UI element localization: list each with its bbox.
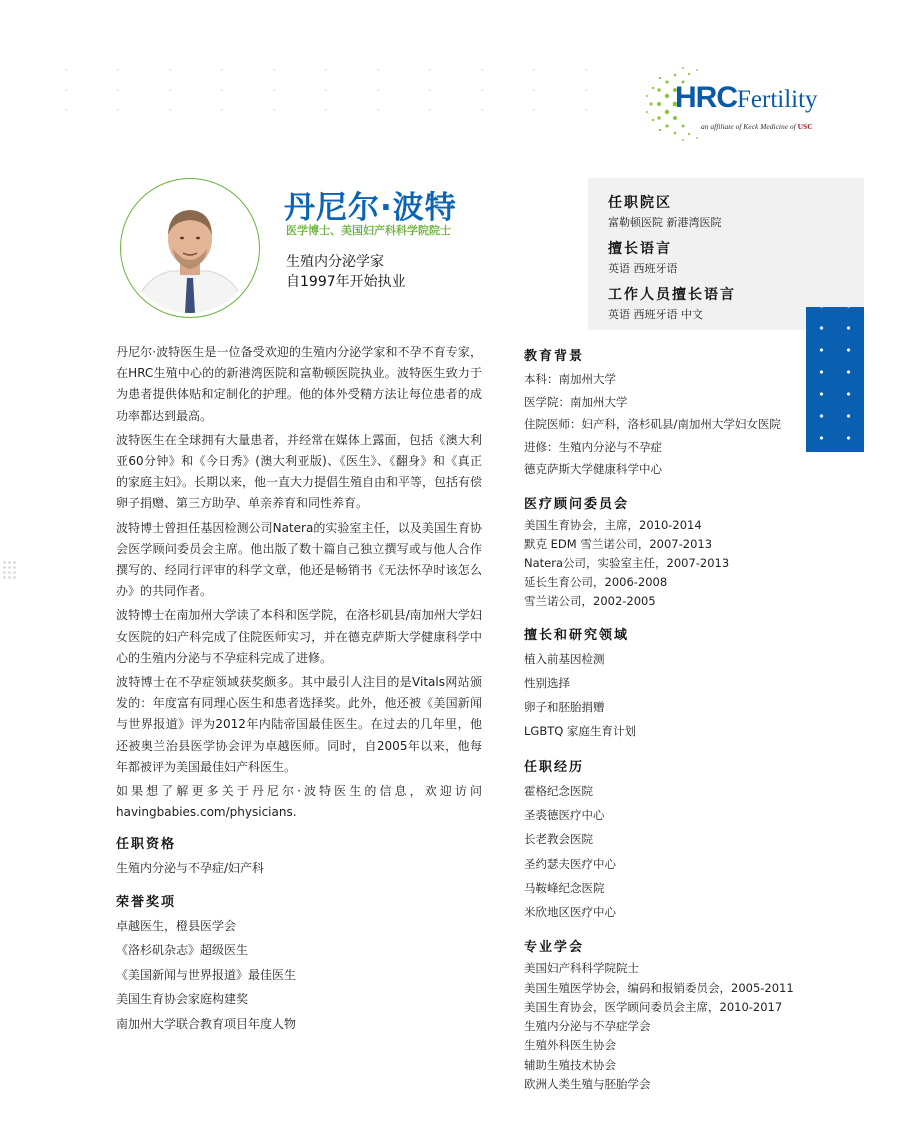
appointment-item: 霍格纪念医院	[524, 783, 593, 798]
decorative-dot-band	[40, 60, 620, 120]
society-item: 美国妇产科科学院院士	[524, 961, 639, 976]
honor-item: 南加州大学联合教育项目年度人物	[116, 1016, 297, 1031]
advisory-item: 默克 EDM 雪兰诺公司，2007-2013	[524, 536, 713, 551]
advisory-item: Natera公司，实验室主任，2007-2013	[524, 555, 730, 570]
education-heading: 教育背景	[524, 349, 585, 364]
bio-paragraph-website: 如果想了解更多关于丹尼尔·波特医生的信息，欢迎访问havingbabies.com/physicians.	[116, 784, 482, 820]
education-item: 医学院：南加州大学	[524, 394, 628, 409]
society-item: 辅助生殖技术协会	[524, 1057, 616, 1072]
research-item: 卵子和胚胎捐赠	[524, 700, 605, 715]
research-item: 植入前基因检测	[524, 651, 605, 666]
advisory-item: 延长生育公司，2006-2008	[524, 575, 668, 590]
honor-item: 《洛杉矶杂志》超级医生	[116, 943, 249, 958]
appointments-heading: 任职经历	[524, 759, 585, 775]
languages-value: 英语 西班牙语	[608, 262, 678, 275]
honor-item: 《美国新闻与世界报道》最佳医生	[116, 967, 297, 982]
society-item: 欧洲人类生殖与胚胎学会	[524, 1076, 651, 1091]
society-item: 美国生育协会，医学顾问委员会主席，2010-2017	[524, 999, 783, 1014]
staff-languages-heading: 工作人员擅长语言	[608, 287, 736, 303]
specialty-title: 生殖内分泌学家	[286, 254, 384, 270]
bio-paragraph: 丹尼尔·波特医生是一位备受欢迎的生殖内分泌学家和不孕不育专家，在HRC生殖中心的的新港湾医院和富勒顿医院执业。波特医生致力于为患者提供体贴和定制化的护理。他的体外受精方法让每位患者的成功率都达到最高。	[116, 345, 482, 423]
honor-item: 美国生育协会家庭构建奖	[116, 992, 249, 1007]
logo-brand-rest: Fertility	[737, 86, 818, 113]
appointment-item: 马鞍峰纪念医院	[524, 880, 605, 895]
honors-heading: 荣誉奖项	[116, 894, 177, 910]
languages-heading: 擅长语言	[608, 241, 672, 257]
right-column	[524, 343, 814, 1094]
logo-brand-bold: HRC	[675, 81, 737, 114]
honor-item: 卓越医生，橙县医学会	[116, 918, 237, 933]
societies-heading: 专业学会	[524, 940, 585, 956]
education-item: 德克萨斯大学健康科学中心	[524, 462, 662, 476]
staff-languages-value: 英语 西班牙语 中文	[608, 308, 703, 321]
society-item: 生殖外科医生协会	[524, 1038, 616, 1053]
bio-paragraph: 波特博士曾担任基因检测公司Natera的实验室主任，以及美国生育协会医学顾问委员会主席。他出版了数十篇自己独立撰写或与他人合作撰写的、经同行评审的科学文章，他还是畅销书《无法怀孕时该怎么办》的共同作者。	[116, 520, 482, 599]
doctor-portrait	[125, 183, 255, 313]
logo-tagline-usc: USC	[797, 122, 813, 131]
practice-locations-heading: 任职院区	[608, 195, 672, 211]
research-heading: 擅长和研究领域	[524, 627, 630, 643]
bio-paragraph: 波特博士在南加州大学读了本科和医学院，在洛杉矶县/南加州大学妇女医院的妇产科完成了住院医师实习，并在德克萨斯大学健康科学中心的生殖内分泌与不孕症科完成了进修。	[116, 608, 482, 665]
decorative-blue-dot-bar	[806, 307, 864, 452]
doctor-specialty	[286, 252, 406, 292]
research-item: 性别选择	[524, 675, 570, 690]
society-item: 生殖内分泌与不孕症学会	[524, 1019, 651, 1034]
logo-tagline	[701, 122, 813, 131]
qualification-item: 生殖内分泌与不孕症/妇产科	[116, 861, 265, 876]
logo-tagline-text: an affiliate of Keck Medicine of	[701, 122, 798, 131]
appointment-item: 圣裘德医疗中心	[524, 808, 605, 822]
left-column	[116, 342, 482, 1036]
appointment-item: 长老教会医院	[524, 832, 593, 847]
research-item: LGBTQ 家庭生育计划	[524, 724, 636, 739]
doctor-portrait-frame	[120, 178, 260, 318]
education-item: 本科：南加州大学	[524, 372, 616, 386]
logo-wordmark	[675, 83, 818, 113]
bio-paragraph: 波特博士在不孕症领域获奖颇多。其中最引人注目的是Vitals网站颁发的：年度富有同理心医生和患者选择奖。此外，他还被《美国新闻与世界报道》评为2012年内陆帝国最佳医生。在过去的几年里，他还被奥兰治县医学协会评为卓越医师。同时，自2005年以来，他每年都被评为美国最佳妇产科医生。	[116, 675, 482, 774]
appointment-item: 圣约瑟夫医疗中心	[524, 856, 616, 871]
advisory-item: 美国生育协会，主席，2010-2014	[524, 517, 702, 532]
bio-paragraph: 波特医生在全球拥有大量患者，并经常在媒体上露面，包括《澳大利亚60分钟》和《今日秀》(澳大利亚版)、《医生》、《翻身》和《真正的家庭主妇》。长期以来，他一直大力提倡生殖自由和平等，包括有偿卵子捐赠、第三方助孕、单亲养育和同性养育。	[116, 432, 483, 511]
education-item: 进修：生殖内分泌与不孕症	[524, 439, 662, 454]
qualifications-heading: 任职资格	[116, 837, 177, 853]
advisory-item: 雪兰诺公司，2002-2005	[524, 594, 656, 609]
doctor-name: 丹尼尔·波特	[284, 190, 457, 226]
practice-locations-value: 富勒顿医院 新港湾医院	[608, 216, 722, 229]
society-item: 美国生殖医学协会，编码和报销委员会，2005-2011	[524, 980, 794, 995]
decorative-side-dots	[2, 560, 16, 580]
hrc-fertility-logo[interactable]	[645, 66, 820, 142]
advisory-heading: 医疗顾问委员会	[524, 496, 630, 512]
education-item: 住院医师：妇产科，洛杉矶县/南加州大学妇女医院	[524, 417, 781, 431]
practice-since: 自1997年开始执业	[286, 274, 406, 290]
doctor-credentials: 医学博士、美国妇产科科学院院士	[286, 224, 451, 237]
appointment-item: 米欣地区医疗中心	[524, 905, 616, 920]
